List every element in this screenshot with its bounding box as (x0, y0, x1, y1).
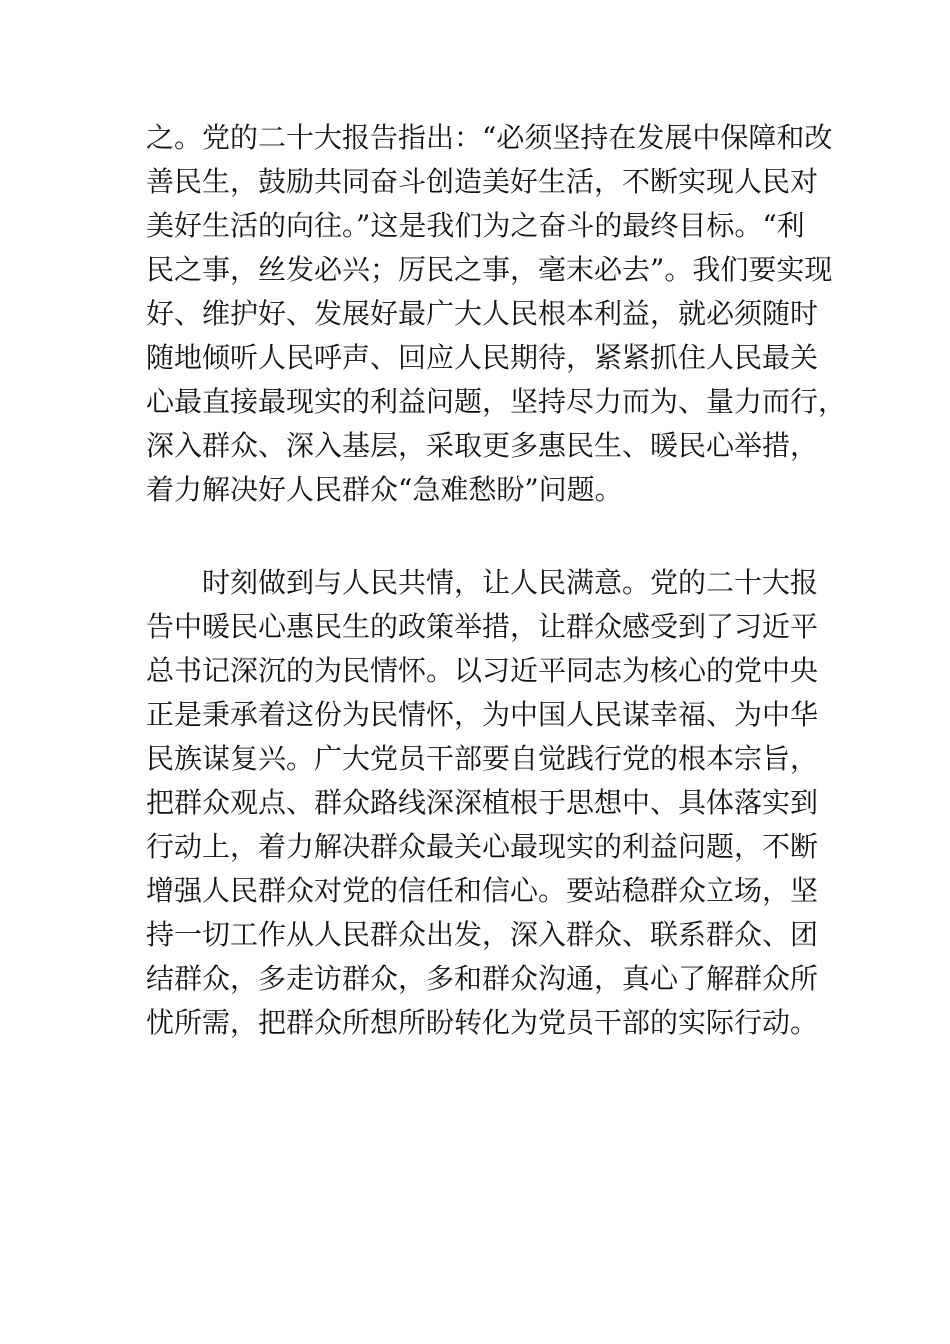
text-line: 结群众，多走访群众，多和群众沟通，真心了解群众所 (146, 962, 819, 995)
text-line: 告中暖民心惠民生的政策举措，让群众感受到了习近平 (146, 610, 819, 643)
text-line: 深入群众、深入基层，采取更多惠民生、暖民心举措， (146, 429, 819, 462)
text-line: 忧所需，把群众所想所盼转化为党员干部的实际行动。 (146, 1006, 819, 1039)
text-line: 增强人民群众对党的信任和信心。要站稳群众立场，坚 (146, 874, 819, 907)
text-line: 民族谋复兴。广大党员干部要自觉践行党的根本宗旨， (146, 742, 819, 775)
text-line: 着力解决好人民群众“急难愁盼”问题。 (146, 473, 623, 506)
text-line: 持一切工作从人民群众出发，深入群众、联系群众、团 (146, 918, 819, 951)
text-line: 把群众观点、群众路线深深植根于思想中、具体落实到 (146, 786, 819, 819)
text-line: 美好生活的向往。”这是我们为之奋斗的最终目标。“利 (146, 209, 805, 242)
text-line: 善民生，鼓励共同奋斗创造美好生活，不断实现人民对 (146, 165, 819, 198)
text-line: 正是秉承着这份为民情怀，为中国人民谋幸福、为中华 (146, 698, 819, 731)
text-line: 好、维护好、发展好最广大人民根本利益，就必须随时 (146, 297, 819, 330)
text-line: 随地倾听人民呼声、回应人民期待，紧紧抓住人民最关 (146, 341, 819, 374)
text-line: 行动上，着力解决群众最关心最现实的利益问题，不断 (146, 830, 819, 863)
paragraph-2 (146, 561, 819, 1045)
paragraph-1 (146, 116, 847, 512)
text-line: 心最直接最现实的利益问题，坚持尽力而为、量力而行， (146, 385, 847, 418)
text-line: 民之事，丝发必兴；厉民之事，毫末必去”。我们要实现 (146, 253, 833, 286)
text-line: 时刻做到与人民共情，让人民满意。党的二十大报 (146, 566, 819, 599)
text-line: 总书记深沉的为民情怀。以习近平同志为核心的党中央 (146, 654, 819, 687)
text-line: 之。党的二十大报告指出：“必须坚持在发展中保障和改 (146, 121, 833, 154)
